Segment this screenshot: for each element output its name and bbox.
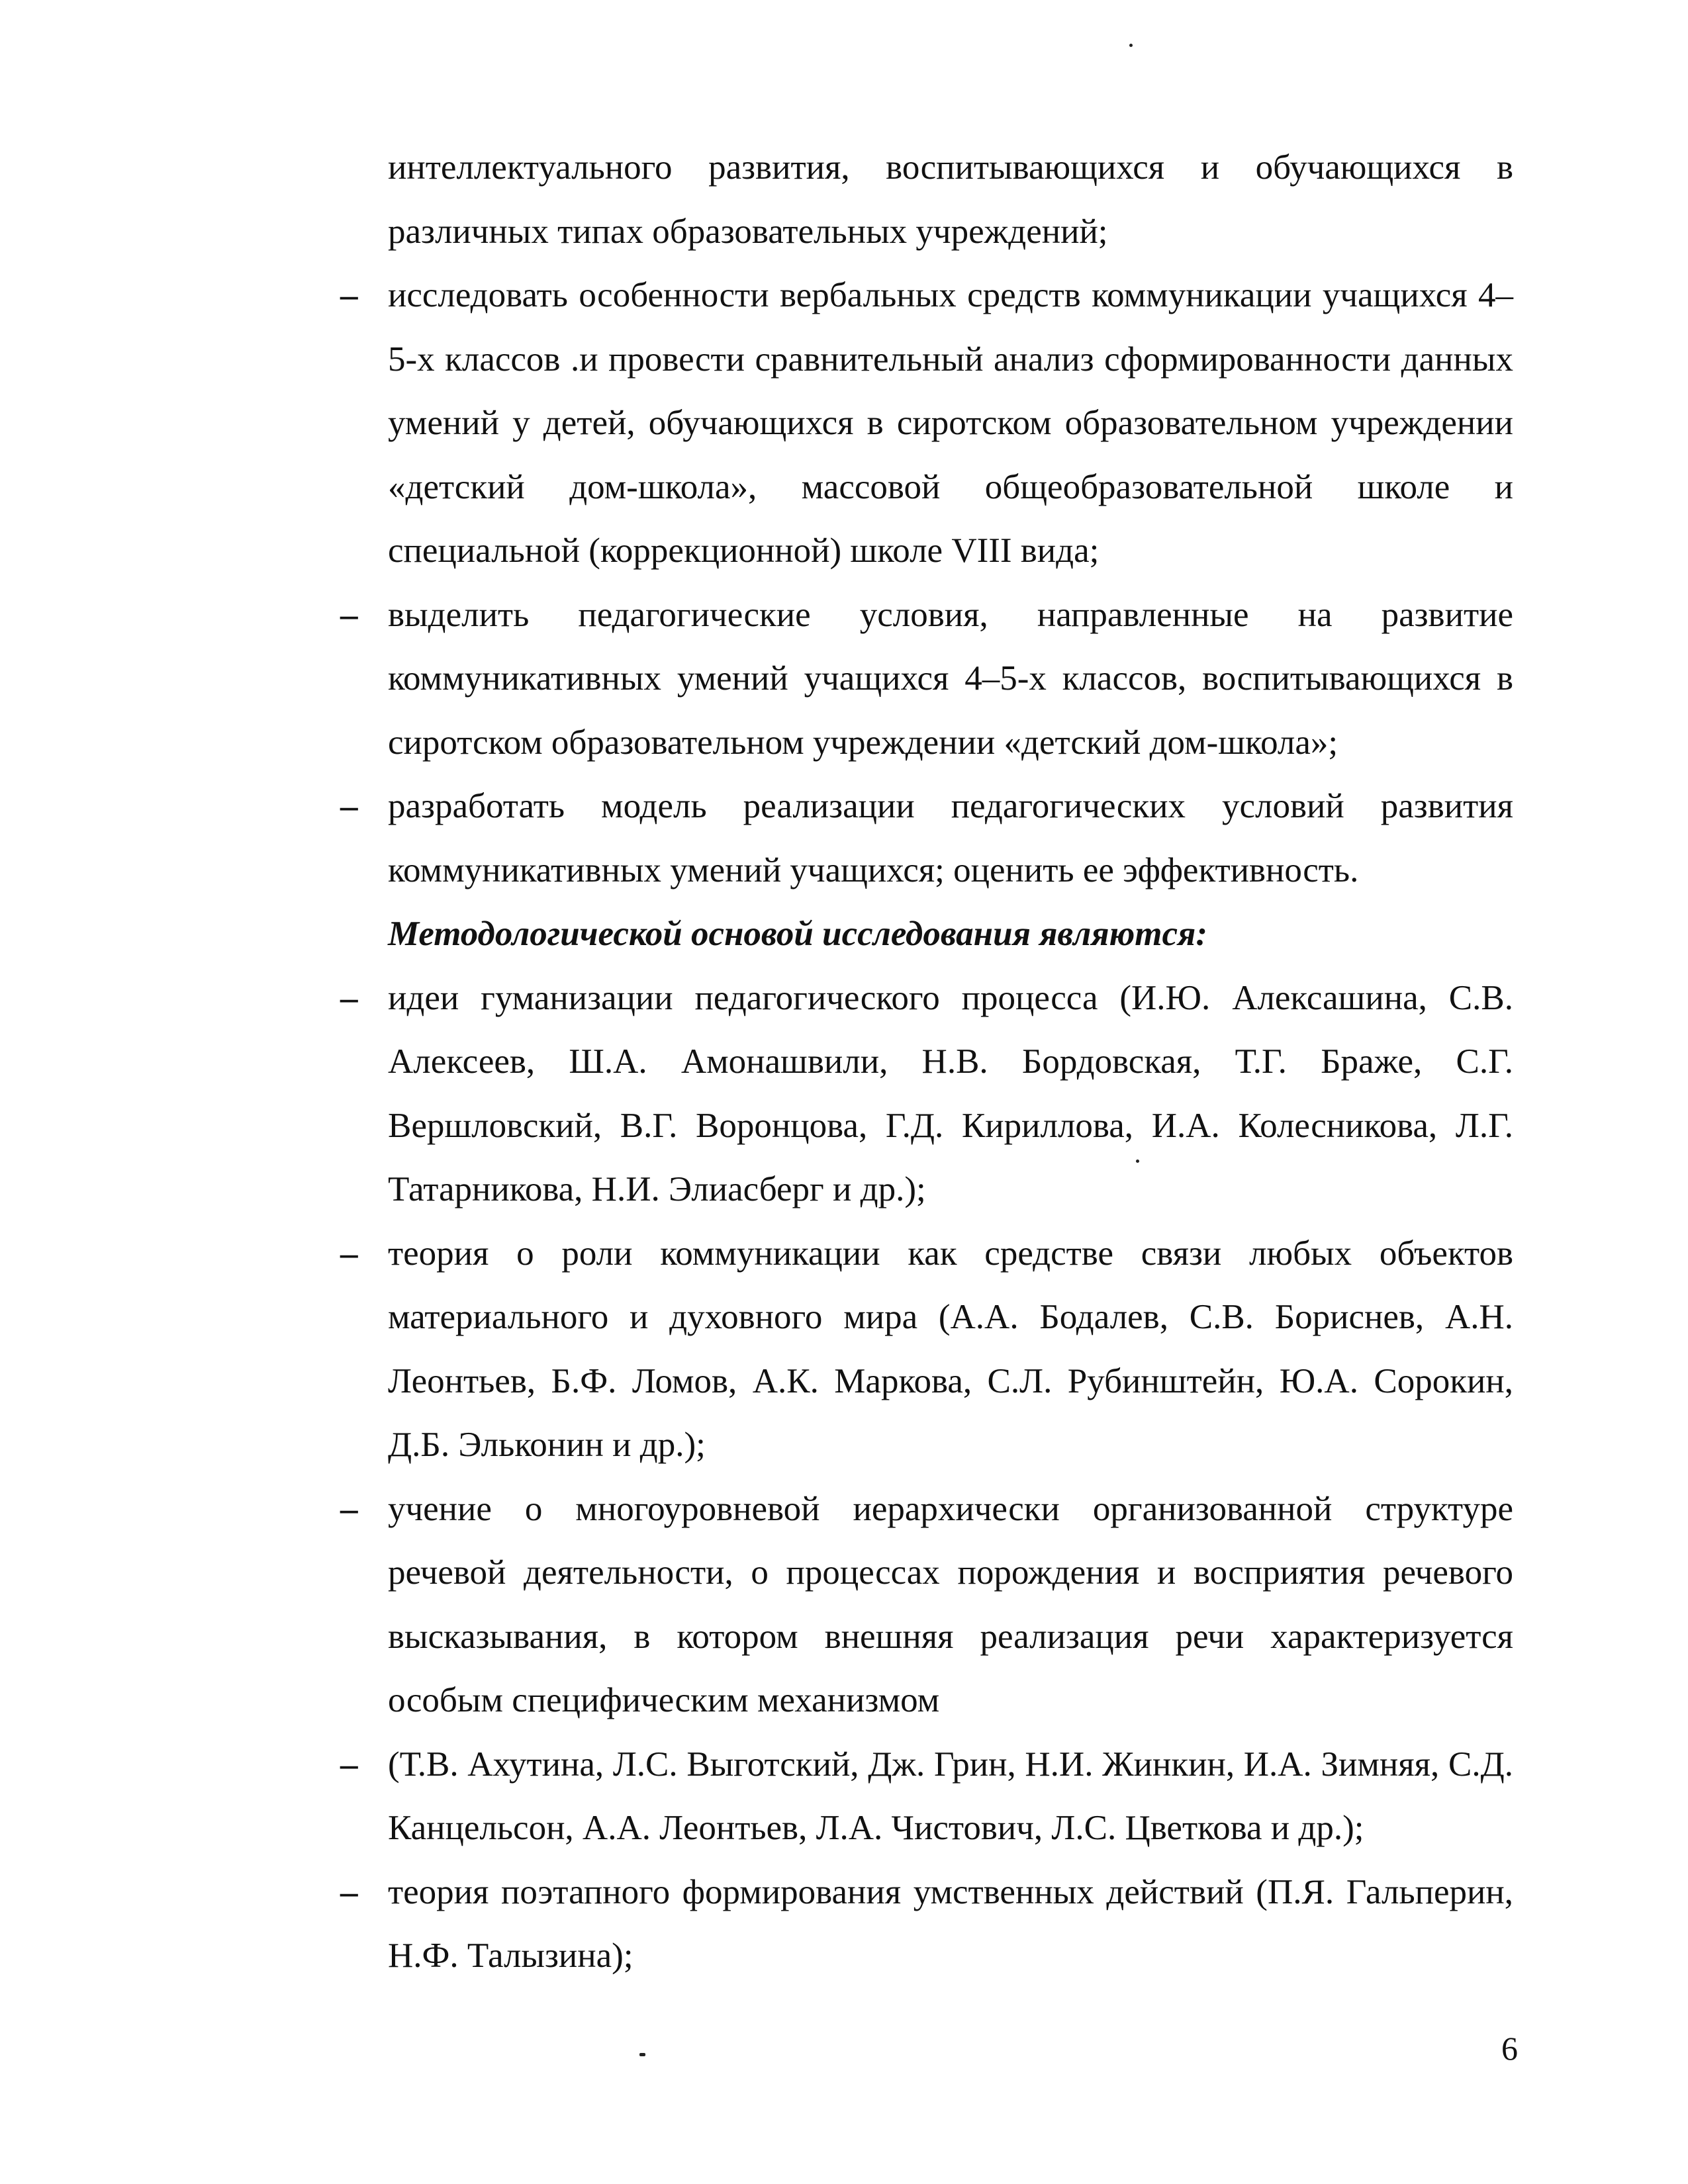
dash-bullet: – (340, 1872, 358, 1911)
list-item-text: выделить педагогические условия, направленные на развитие коммуникативных умений учащихся 4–5-х классов, воспитывающихся в сиротском образовательном учреждении «детский дом-школа»; (388, 595, 1513, 762)
section-heading: Методологической основой исследования являются: (388, 915, 1207, 953)
continuation-paragraph: интеллектуального развития, воспитывающихся и обучающихся в различных типах образовательных учреждений; (388, 148, 1513, 251)
dash-bullet: – (340, 595, 358, 634)
list-item (340, 1222, 1513, 1477)
dash-bullet: – (340, 276, 358, 314)
list-item-text: исследовать особенности вербальных средств коммуникации учащихся 4–5-х классов .и провести сравнительный анализ сформированности данных умений у детей, обучающихся в сиротском образовательном учреждении «детский дом-школа», массовой общеобразовательной школе и специальной (коррекционной) школе VIII вида; (388, 276, 1513, 570)
list-item-text: теория поэтапного формирования умственных действий (П.Я. Гальперин, Н.Ф. Талызина); (388, 1872, 1513, 1975)
list-item-text: разработать модель реализации педагогических условий развития коммуникативных умений учащихся; оценить ее эффективность. (388, 787, 1513, 889)
list-item (340, 1860, 1513, 1988)
list-item (340, 966, 1513, 1222)
page-number: 6 (1501, 2030, 1518, 2067)
list-item (340, 1733, 1513, 1860)
scan-speck (1129, 44, 1133, 47)
body-text (340, 136, 1513, 1988)
list-item-text: учение о многоуровневой иерархически организованной структуре речевой деятельности, о процессах порождения и восприятия речевого высказывания, в котором внешняя реализация речи характеризуется особым специфическим механизмом (388, 1489, 1513, 1719)
dash-bullet: – (340, 1234, 358, 1273)
dash-bullet: – (340, 1745, 358, 1784)
list-item (340, 263, 1513, 583)
list-item (340, 1477, 1513, 1733)
list-item-text: идеи гуманизации педагогического процесса (И.Ю. Алексашина, С.В. Алексеев, Ш.А. Амонашвили, Н.В. Бордовская, Т.Г. Браже, С.Г. Вершловский, В.Г. Воронцова, Г.Д. Кириллова, И.А. Колесникова, Л.Г. Татарникова, Н.И. Элиасберг и др.); (388, 978, 1513, 1208)
list-item-text: теория о роли коммуникации как средстве связи любых объектов материального и духовного мира (А.А. Бодалев, С.В. Бориснев, А.Н. Леонтьев, Б.Ф. Ломов, А.К. Маркова, С.Л. Рубинштейн, Ю.А. Сорокин, Д.Б. Эльконин и др.); (388, 1234, 1513, 1464)
list-item-text: (Т.В. Ахутина, Л.С. Выготский, Дж. Грин, Н.И. Жинкин, И.А. Зимняя, С.Д. Канцельсон, А.А. Леонтьев, Л.А. Чистович, Л.С. Цветкова и др.); (388, 1745, 1513, 1847)
dash-bullet: – (340, 1489, 358, 1528)
dash-bullet: – (340, 978, 358, 1017)
dash-bullet: – (340, 787, 358, 825)
scan-speck (639, 2053, 645, 2056)
list-item (340, 583, 1513, 775)
list-item (340, 774, 1513, 902)
